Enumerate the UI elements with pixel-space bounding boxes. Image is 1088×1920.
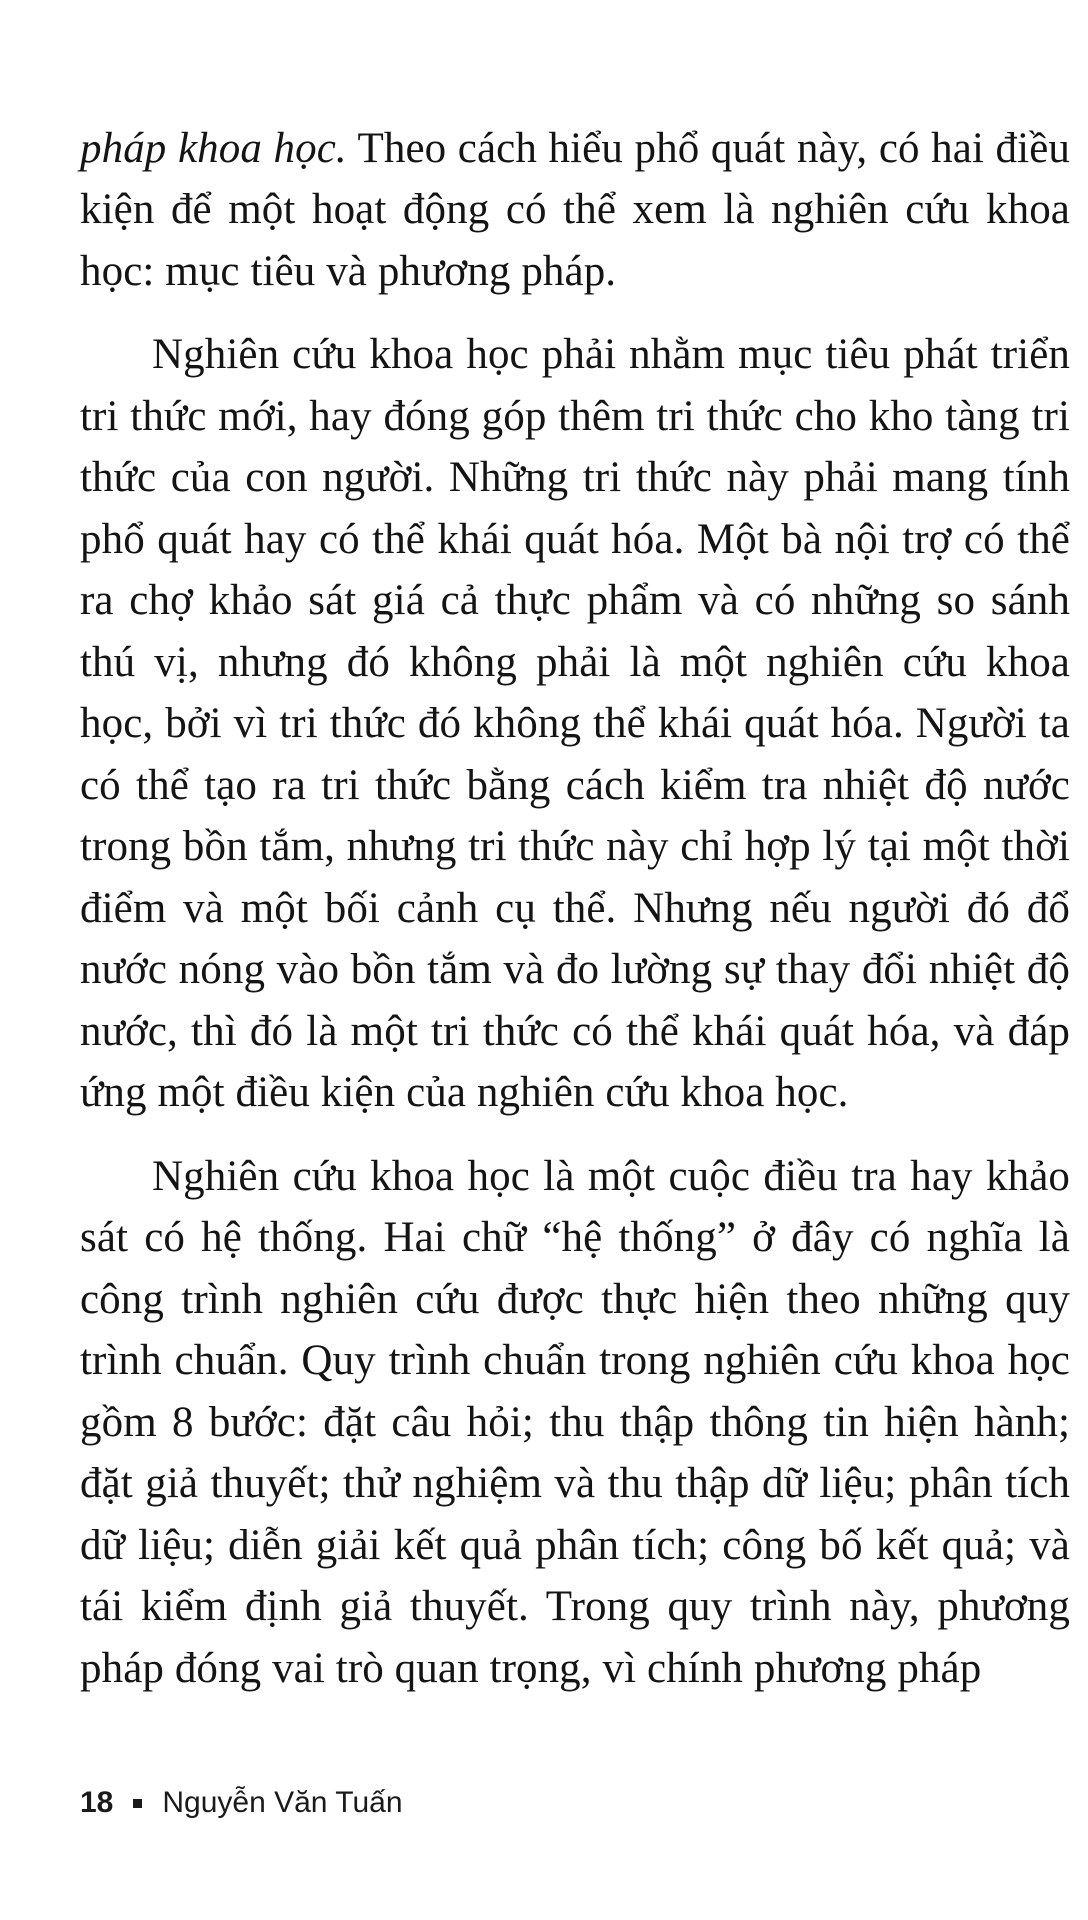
author-name: Nguyễn Văn Tuấn (162, 1786, 403, 1819)
body-text (80, 118, 1070, 1721)
paragraph-1 (80, 118, 1070, 302)
italic-phrase: pháp khoa học. (80, 125, 347, 172)
square-bullet-icon (133, 1799, 142, 1808)
paragraph-1-text: Theo cách hiểu phổ quát này, có hai điều kiện để một hoạt động có thể xem là nghiên cứu khoa học: mục tiêu và phương pháp. (80, 125, 1070, 295)
paragraph-3: Nghiên cứu khoa học là một cuộc điều tra hay khảo sát có hệ thống. Hai chữ “hệ thống” ở đây có nghĩa là công trình nghiên cứu được thực hiện theo những quy trình chuẩn. Quy trình chuẩn trong nghiên cứu khoa học gồm 8 bước: đặt câu hỏi; thu thập thông tin hiện hành; đặt giả thuyết; thử nghiệm và thu thập dữ liệu; phân tích dữ liệu; diễn giải kết quả phân tích; công bố kết quả; và tái kiểm định giả thuyết. Trong quy trình này, phương pháp đóng vai trò quan trọng, vì chính phương pháp (80, 1152, 1070, 1692)
page-number: 18 (80, 1786, 114, 1819)
page-footer (80, 1778, 403, 1828)
paragraph-2: Nghiên cứu khoa học phải nhằm mục tiêu phát triển tri thức mới, hay đóng góp thêm tri thức cho kho tàng tri thức của con người. Những tri thức này phải mang tính phổ quát hay có thể khái quát hóa. Một bà nội trợ có thể ra chợ khảo sát giá cả thực phẩm và có những so sánh thú vị, nhưng đó không phải là một nghiên cứu khoa học, bởi vì tri thức đó không thể khái quát hóa. Người ta có thể tạo ra tri thức bằng cách kiểm tra nhiệt độ nước trong bồn tắm, nhưng tri thức này chỉ hợp lý tại một thời điểm và một bối cảnh cụ thể. Nhưng nếu người đó đổ nước nóng vào bồn tắm và đo lường sự thay đổi nhiệt độ nước, thì đó là một tri thức có thể khái quát hóa, và đáp ứng một điều kiện của nghiên cứu khoa học. (80, 331, 1070, 1117)
